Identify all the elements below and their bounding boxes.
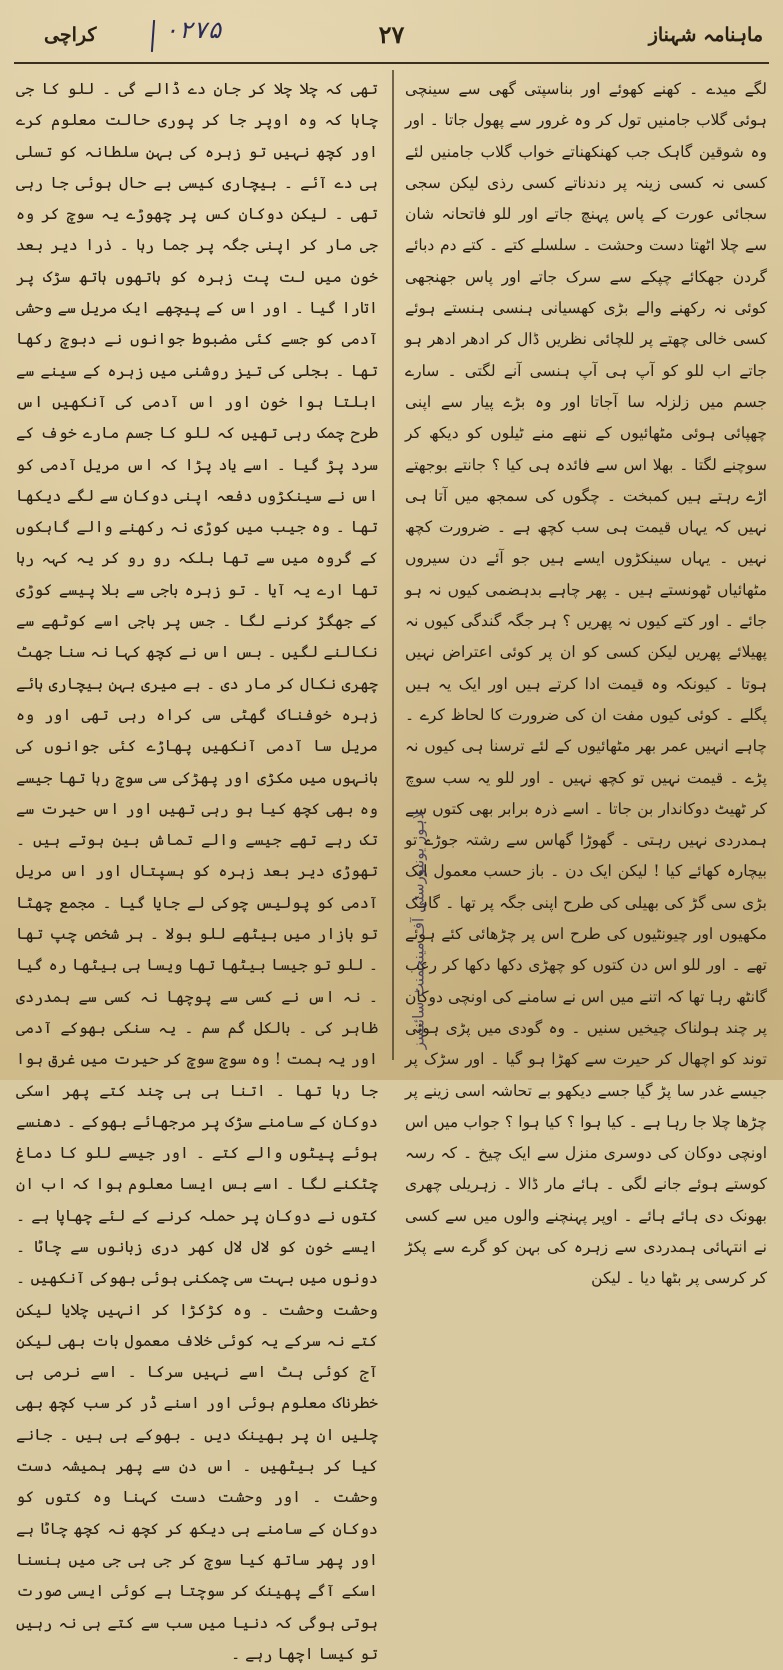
- stamp-text: لاہور یونیورسٹی آف مینجمنٹ سائنسز: [409, 810, 428, 1050]
- handwritten-number: ۰۲۷۵: [164, 16, 222, 44]
- left-column: [16, 74, 378, 1663]
- magazine-title: ماہنامہ شہناز: [648, 24, 763, 46]
- handwritten-mark: [151, 20, 155, 52]
- right-column-text: لگے میدے ۔ کھنے کھوئے اور بناسپتی گھی سے سینچی ہوئی گلاب جامنیں تول کر وہ غرور سے پھول جاتا ۔ اور وہ شوقین گاہک جب کھنکھناتے خواب گلاب جامنیں لئے کسی نہ کسی زینہ پر دندناتے کسی رذی لیکن سجی سجائی عورت کے پاس پہنچ جاتے اور للو فاتحانہ شان سے چلا اٹھتا دست وحشت ۔ سلسلے کتے ۔ کتے دم دبائے گردن جھکائے چپکے سے سرک جاتے اور پاس جھنجھی کوئی نہ رکھنے والے بڑی کھسیانی ہنسی ہنستے ہوئے کسی خالی چھتے پر للچائی نظریں ڈال کر ادھر ادھر ہو جاتے اب للو کو آپ ہی آپ ہنسی آنے لگتی ۔ سارے جسم میں زلزلہ سا آجاتا اور وہ بڑے پیار سے اپنی چھپائی ہوئی مٹھائیوں کے ننھے منے ٹیلوں کو دیکھ کر سوچنے لگتا ۔ بھلا اس سے فائدہ ہی کیا ؟ جانتے بوجھتے اڑے رہتے ہیں کمبخت ۔ چگوں کی سمجھ میں آتا ہی نہیں کہ یہاں قیمت ہی سب کچھ ہے ۔ ضرورت کچھ نہیں ۔ یہاں سینکڑوں ایسے ہیں جو آئے دن سیروں مٹھائیاں ٹھونستے ہیں ۔ پھر چاہے بدہضمی کیوں نہ ہو جائے ۔ اور کتے کیوں نہ پھریں ؟ ہر جگہ گندگی کیوں نہ پھیلائے پھریں لیکن کسی کو ان پر کوئی اعتراض نہیں ہوتا ۔ کیونکہ وہ قیمت ادا کرتے ہیں اور ایک یہ ہیں پگلے ۔ کوئی کیوں مفت ان کی ضرورت کا لحاظ کرے ۔ چاہے انہیں عمر بھر مٹھائیوں کے لئے ترسنا ہی کیوں نہ پڑے ۔ قیمت نہیں تو کچھ نہیں ۔ اور للو یہ سب سوچ کر ٹھیٹ دوکاندار بن جاتا ۔ اسے ذرہ برابر بھی کتوں سے ہمدردی نہیں رہتی ۔ گھوڑا گھاس سے رشتہ جوڑے تو بیچارہ کھائے کیا ! لیکن ایک دن ۔ باز حسب معمول ایک بڑی سی گڑ کی بھیلی کی طرح اپنی جگہ پر تھا ۔ گاہک مکھیوں اور چیونٹیوں کی طرح اس پر چڑھائی کئے ہوئے تھے ۔ اور للو اس دن کتوں کو چھڑی دکھا دکھا کر رعب گانٹھ رہا تھا کہ اتنے میں اس نے سامنے کی اونچی دوکان پر چند ہولناک چیخیں سنیں ۔ وہ گودی میں پڑی ہوئی توند کو اچھال کر حیرت سے کھڑا ہو گیا ۔ اور سڑک پر جیسے غدر سا پڑ گیا جسے دیکھو بے تحاشہ اسی زینے پر چڑھا چلا جا رہا ہے ۔ کیا ہوا ؟ کیا ہوا ؟ جواب میں اس اونچی دوکان کی دوسری منزل سے ایک چیخ ۔ کہ رسہ کوستے ہوئے جانے لگی ۔ ہائے مار ڈالا ۔ زہریلی چھری بھونک دی ہائے ہائے ۔ اوپر پہنچنے والوں میں سے کسی نے انتہائی ہمدردی سے زہرہ کی بہن کو گرے سے پکڑ کر کرسی پر بٹھا دیا ۔ لیکن: [405, 80, 767, 1288]
- column-divider: [392, 70, 394, 1060]
- page-number: ۲۷: [378, 20, 405, 49]
- page-header: [14, 16, 769, 64]
- right-column: [405, 74, 767, 1288]
- library-stamp: [398, 790, 438, 1070]
- city-name: کراچی: [44, 24, 97, 46]
- left-column-text: تھی کہ چلا چلا کر جان دے ڈالے گی ۔ للو کا جی چاہا کہ وہ اوپر جا کر پوری حالت معلوم کرے اور کچھ نہیں تو زہرہ کی بہن سلطانہ کو تسلی ہی دے آئے ۔ بیچاری کیسی بے حال ہوئی جا رہی تھی ۔ لیکن دوکان کس پر چھوڑے یہ سوچ کر وہ جی مار کر اپنی جگہ پر جما رہا ۔ ذرا دیر بعد خون میں لت پت زہرہ کو ہاتھوں ہاتھ سڑک پر اتارا گیا ۔ اور اس کے پیچھے ایک مریل سے وحشی آدمی کو جسے کئی مضبوط جوانوں نے دبوچ رکھا تھا ۔ بجلی کی تیز روشنی میں زہرہ کے سینے سے ابلتا ہوا خون اور اس آدمی کی آنکھیں اس طرح چمک رہی تھیں کہ للو کا جسم مارے خوف کے سرد پڑ گیا ۔ اسے یاد پڑا کہ اس مریل آدمی کو اس نے سینکڑوں دفعہ اپنی دوکان سے لگے دیکھا تھا ۔ وہ جیب میں کوڑی نہ رکھنے والے گاہکوں کے گروہ میں سے تھا بلکہ رو رو کر یہ کہہ رہا تھا ارے یہ آیا ۔ تو زہرہ باجی سے بلا پیسے کوڑی کے جھگڑ کرنے لگا ۔ جس پر باجی اسے کوٹھے سے نکالنے لگیں ۔ بس اس نے کچھ کہا نہ سنا جھٹ چھری نکال کر مار دی ۔ ہے میری بہن بیچاری ہائے زہرہ خوفناک گھٹی سی کراہ رہی تھی اور وہ مریل سا آدمی آنکھیں پھاڑے کئی جوانوں کی بانہوں میں مکڑی اور پھڑکی سی سوچ رہا تھا جیسے وہ بھی کچھ کیا ہو رہی تھیں اور اس حیرت سے تک رہے تھے جیسے والے تماش بین ہوتے ہیں ۔ تھوڑی دیر بعد زہرہ کو ہسپتال اور اس مریل آدمی کو پولیس چوکی لے جایا گیا ۔ مجمع چھٹا تو بازار میں بیٹھے للو بولا ۔ ہر شخص چپ تھا ۔ للو تو جیسا بیٹھا تھا ویسا ہی بیٹھا رہ گیا ۔ نہ اس نے کسی سے پوچھا نہ کسی سے ہمدردی ظاہر کی ۔ بالکل گم سم ۔ یہ سنکی بھوکے آدمی اور یہ ہمت ! وہ سوچ سوچ کر حیرت میں غرق ہوا جا رہا تھا ۔ اتنا ہی ہی چند کتے پھر اسکی دوکان کے سامنے سڑک پر مرجھائے بھوکے ۔ دھنسے ہوئے پیٹوں والے کتے ۔ اور جیسے للو کا دماغ چٹکنے لگا ۔ اسے بس ایسا معلوم ہوا کہ اب ان کتوں نے دوکان پر حملہ کرنے کے لئے چھاپا ہے ۔ ایسے خون کو لال لال کھر دری زبانوں سے چاٹا ۔ دونوں میں بہت سی چمکنی ہوئی بھوکی آنکھیں ۔ وحشت وحشت ۔ وہ کڑکڑا کر انہیں چلایا لیکن کتے نہ سرکے یہ کوئی خلاف معمول بات بھی لیکن آج کوئی ہٹ اسے نہیں سرکا ۔ اسے نرمی ہی خطرناک معلوم ہوئی اور اسنے ڈر کر سب کچھ بھی چلیں ان پر بھینک دیں ۔ بھوکے ہی ہیں ۔ جانے کیا کر بیٹھیں ۔ اس دن سے پھر ہمیشہ دست وحشت ۔ اور وحشت دست کہنا وہ کتوں کو دوکان کے سامنے ہی دیکھ کر کچھ نہ کچھ چاٹا ہے اور پھر ساتھ کیا سوچ کر جی ہی جی میں ہنسنا اسکے آگے پھینک کر سوچتا ہے کوئی ایسی صورت ہوتی ہوگی کہ دنیا میں سب سے کتے ہی نہ رہیں تو کیسا اچھا رہے ۔: [16, 80, 378, 1663]
